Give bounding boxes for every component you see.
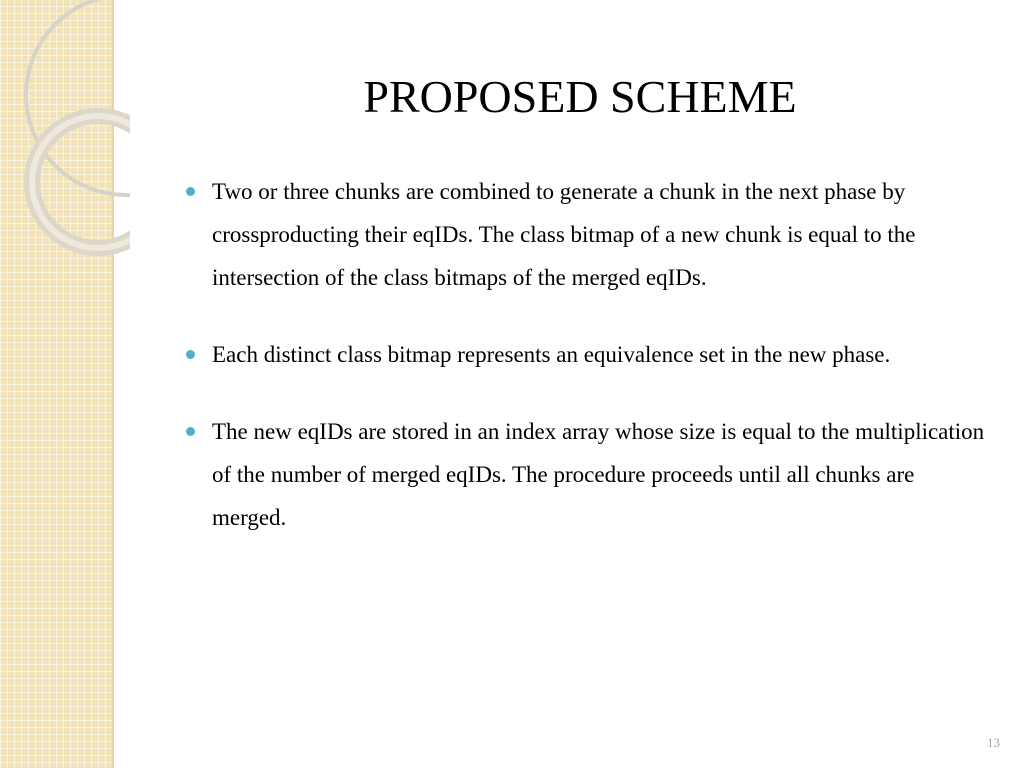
bullet-item: [184, 170, 994, 299]
bullet-dot-icon: [186, 350, 195, 359]
bullet-dot-icon: [186, 427, 195, 436]
bullet-list: [184, 170, 994, 573]
bullet-text: Two or three chunks are combined to generate a chunk in the next phase by crossproducting their eqIDs. The class bitmap of a new chunk is equal to the intersection of the class bitmaps of the merged eqIDs.: [212, 179, 916, 290]
bullet-dot-icon: [186, 187, 195, 196]
bullet-item: [184, 333, 994, 376]
bullet-item: [184, 410, 994, 539]
bullet-text: Each distinct class bitmap represents an equivalence set in the new phase.: [212, 342, 891, 367]
decorative-rings: [0, 0, 130, 260]
thick-ring: [32, 116, 130, 248]
slide-title: PROPOSED SCHEME: [363, 71, 797, 122]
page-number: 13: [987, 735, 1000, 750]
bullet-text: The new eqIDs are stored in an index array whose size is equal to the multiplication of the number of merged eqIDs. The procedure proceeds until all chunks are merged.: [212, 419, 985, 530]
